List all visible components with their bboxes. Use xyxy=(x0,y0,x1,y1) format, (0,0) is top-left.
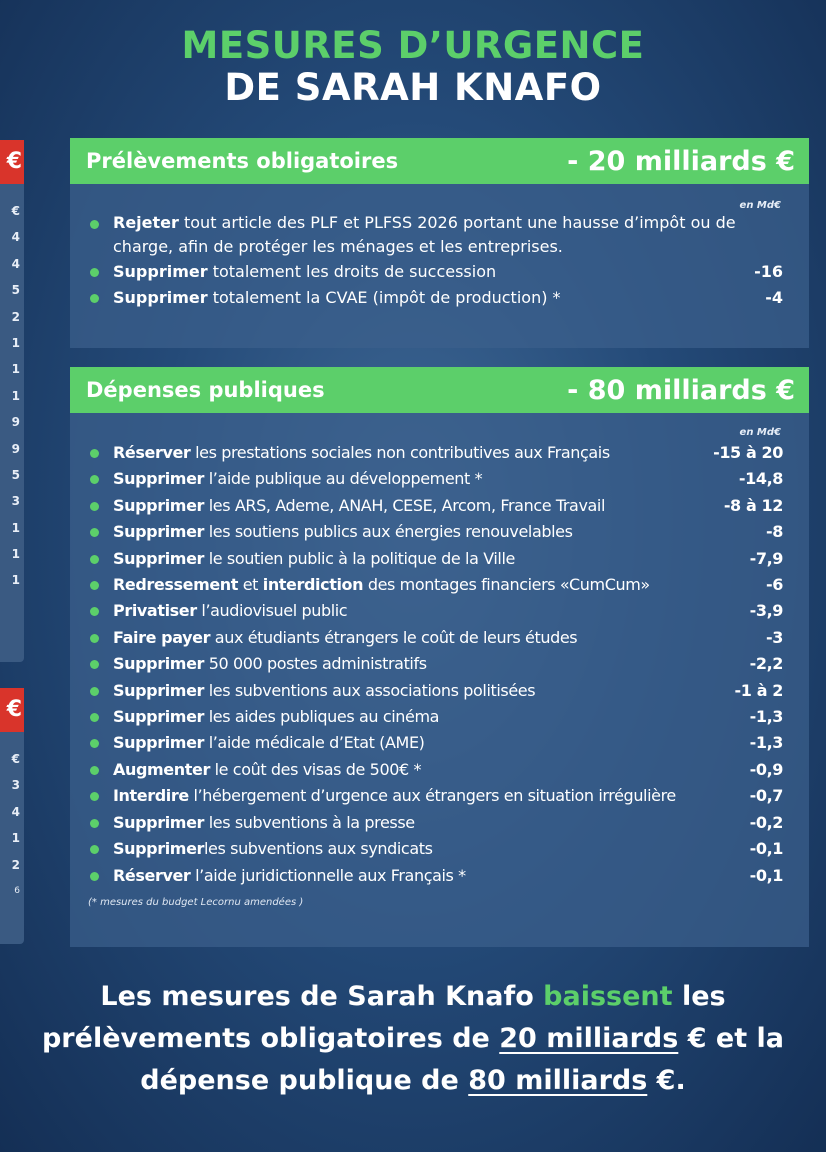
item-text xyxy=(113,651,742,677)
item-value: -0,2 xyxy=(749,812,783,832)
summary-part: les prélèvements obligatoires de xyxy=(41,981,726,1054)
bullet-icon xyxy=(90,220,99,229)
summary-amount-depenses: 80 milliards xyxy=(468,1065,648,1096)
depenses-panel xyxy=(70,367,809,947)
bullet-icon xyxy=(90,528,99,537)
bullet-icon xyxy=(90,449,99,458)
item-text xyxy=(113,678,727,704)
list-item xyxy=(90,651,783,677)
item-text xyxy=(113,519,758,545)
left-edge-digit: 1 xyxy=(11,388,20,403)
item-description: tout article des PLF et PLFSS 2026 portant une hausse d’impôt ou de charge, afin de protéger les ménages et les entreprises. xyxy=(113,213,736,256)
left-edge-digit: 1 xyxy=(11,335,20,350)
item-value: -0,1 xyxy=(749,865,783,885)
bullet-icon xyxy=(90,713,99,722)
left-edge-digit: 1 xyxy=(11,573,20,588)
item-keyword: Augmenter xyxy=(113,759,210,779)
left-edge-digit: 3 xyxy=(11,494,20,509)
prelevements-list xyxy=(70,211,809,312)
left-edge-digit: 5 xyxy=(11,283,20,298)
bullet-icon xyxy=(90,268,99,277)
item-description: des montages financiers «CumCum» xyxy=(363,575,650,595)
list-item xyxy=(90,625,783,651)
item-value: -14,8 xyxy=(738,469,783,489)
left-edge-digit: 4 xyxy=(11,256,20,271)
bullet-icon xyxy=(90,792,99,801)
bullet-icon xyxy=(90,581,99,590)
item-value: -1,3 xyxy=(749,707,783,727)
item-description: les subventions aux associations politisées xyxy=(204,680,536,700)
item-value: -1,3 xyxy=(749,733,783,753)
item-keyword: Supprimer xyxy=(113,654,205,674)
title-line-2: DE SARAH KNAFO xyxy=(224,66,602,109)
item-value: -0,7 xyxy=(749,786,783,806)
left-edge-digit: 9 xyxy=(11,415,20,430)
item-text xyxy=(113,836,742,862)
item-text xyxy=(113,285,757,311)
item-text xyxy=(113,440,705,466)
left-edge-digit: 1 xyxy=(11,520,20,535)
list-item xyxy=(90,466,783,492)
left-edge-digit: € xyxy=(11,204,20,218)
item-description: le soutien public à la politique de la Ville xyxy=(204,548,515,568)
item-value: -2,2 xyxy=(749,654,783,674)
item-text xyxy=(113,704,742,730)
left-edge-digit: 5 xyxy=(11,467,20,482)
left-edge-panel-2 xyxy=(0,688,24,944)
item-keyword: interdiction xyxy=(262,575,364,595)
item-keyword: Rejeter xyxy=(113,213,179,232)
item-keyword: Réserver xyxy=(113,865,191,885)
list-item xyxy=(90,863,783,889)
list-item xyxy=(90,285,783,311)
list-item xyxy=(90,730,783,756)
item-text xyxy=(113,783,742,809)
left-edge-digit: € xyxy=(11,752,20,766)
left-edge-digit: 1 xyxy=(11,831,20,846)
item-value: -8 xyxy=(766,522,783,542)
list-item xyxy=(90,211,783,259)
item-keyword: Supprimer xyxy=(113,548,205,568)
item-description: l’aide publique au développement * xyxy=(204,469,483,489)
bullet-icon xyxy=(90,766,99,775)
item-keyword: Supprimer xyxy=(113,812,205,832)
item-keyword: Supprimer xyxy=(113,733,205,753)
left-edge-digit: 9 xyxy=(11,441,20,456)
depenses-list xyxy=(70,440,809,889)
title-line-1: MESURES D’URGENCE xyxy=(181,24,645,67)
item-description: l’hébergement d’urgence aux étrangers en situation irrégulière xyxy=(188,786,676,806)
bullet-icon xyxy=(90,502,99,511)
bullet-icon xyxy=(90,739,99,748)
depenses-amount: - 80 milliards € xyxy=(567,374,795,406)
item-value: -3 xyxy=(766,627,783,647)
list-item xyxy=(90,519,783,545)
list-item xyxy=(90,572,783,598)
item-description: le coût des visas de 500€ * xyxy=(209,759,422,779)
item-text xyxy=(113,863,742,889)
bullet-icon xyxy=(90,660,99,669)
item-keyword: Supprimer xyxy=(113,469,205,489)
list-item xyxy=(90,493,783,519)
list-item xyxy=(90,783,783,809)
left-edge-digits-2 xyxy=(0,746,20,904)
item-value: -0,9 xyxy=(749,759,783,779)
item-value: -8 à 12 xyxy=(723,495,783,515)
page-title xyxy=(0,24,826,108)
item-description: l’aide juridictionnelle aux Français * xyxy=(190,865,466,885)
list-item xyxy=(90,678,783,704)
list-item xyxy=(90,810,783,836)
item-text xyxy=(113,757,742,783)
item-description: les ARS, Ademe, ANAH, CESE, Arcom, France Travail xyxy=(204,495,606,515)
item-value: -16 xyxy=(754,262,783,281)
item-keyword: Privatiser xyxy=(113,601,197,621)
item-description: l’audiovisuel public xyxy=(196,601,348,621)
left-edge-digit: 4 xyxy=(11,230,20,245)
item-text xyxy=(113,466,731,492)
item-description: et xyxy=(238,575,263,595)
bullet-icon xyxy=(90,634,99,643)
item-text xyxy=(113,810,742,836)
summary-part: Les mesures de Sarah Knafo xyxy=(100,981,544,1012)
item-description: l’aide médicale d’Etat (AME) xyxy=(204,733,425,753)
list-item xyxy=(90,259,783,285)
bullet-icon xyxy=(90,555,99,564)
bullet-icon xyxy=(90,845,99,854)
depenses-header-bar xyxy=(70,367,809,413)
footnote: (* mesures du budget Lecornu amendées ) xyxy=(88,896,304,908)
item-value: -0,1 xyxy=(749,839,783,859)
left-edge-digit: 6 xyxy=(14,885,20,896)
summary-part: €. xyxy=(647,1065,686,1096)
bullet-icon xyxy=(90,687,99,696)
item-keyword: Supprimer xyxy=(113,707,205,727)
item-keyword: Réserver xyxy=(113,443,191,462)
item-text xyxy=(113,546,742,572)
item-description: les prestations sociales non contributives aux Français xyxy=(190,443,610,462)
depenses-unit: en Md€ xyxy=(739,427,781,438)
item-description: totalement la CVAE (impôt de production) * xyxy=(207,288,561,308)
item-description: les subventions aux syndicats xyxy=(204,839,433,859)
left-edge-tag-1: € xyxy=(0,140,24,184)
list-item xyxy=(90,836,783,862)
item-text xyxy=(113,730,742,756)
item-text xyxy=(113,259,746,285)
item-value: -15 à 20 xyxy=(713,443,783,462)
item-text xyxy=(113,493,716,519)
item-text xyxy=(113,572,758,598)
item-value: -6 xyxy=(766,575,783,595)
item-keyword: Supprimer xyxy=(113,839,205,859)
item-keyword: Faire payer xyxy=(113,627,211,647)
item-value: -7,9 xyxy=(749,548,783,568)
left-edge-digit: 3 xyxy=(11,778,20,793)
item-description: aux étudiants étrangers le coût de leurs études xyxy=(210,627,578,647)
item-keyword: Supprimer xyxy=(113,522,205,542)
prelevements-panel xyxy=(70,138,809,348)
prelevements-amount: - 20 milliards € xyxy=(567,145,795,177)
summary-amount-prelevements: 20 milliards xyxy=(499,1023,679,1054)
item-text xyxy=(113,211,775,259)
list-item xyxy=(90,598,783,624)
prelevements-unit: en Md€ xyxy=(739,200,781,211)
list-item xyxy=(90,546,783,572)
left-edge-digit: 2 xyxy=(11,309,20,324)
item-text xyxy=(113,625,758,651)
summary-highlight: baissent xyxy=(543,981,673,1012)
summary-text xyxy=(0,976,826,1102)
left-edge-panel-1 xyxy=(0,140,24,662)
bullet-icon xyxy=(90,475,99,484)
item-text xyxy=(113,598,742,624)
left-edge-digits-1 xyxy=(0,198,20,594)
item-value: -3,9 xyxy=(749,601,783,621)
bullet-icon xyxy=(90,872,99,881)
bullet-icon xyxy=(90,607,99,616)
left-edge-digit: 1 xyxy=(11,547,20,562)
item-keyword: Redressement xyxy=(113,575,239,595)
left-edge-tag-2: € xyxy=(0,688,24,732)
item-description: totalement les droits de succession xyxy=(207,262,497,281)
summary-part: € et la dépense publique de xyxy=(140,1023,784,1096)
item-keyword: Supprimer xyxy=(113,680,205,700)
depenses-title: Dépenses publiques xyxy=(86,378,325,402)
item-keyword: Supprimer xyxy=(113,495,205,515)
left-edge-digit: 1 xyxy=(11,362,20,377)
prelevements-header-bar xyxy=(70,138,809,184)
item-keyword: Supprimer xyxy=(113,262,208,281)
item-description: les aides publiques au cinéma xyxy=(204,707,440,727)
item-description: les soutiens publics aux énergies renouvelables xyxy=(204,522,573,542)
bullet-icon xyxy=(90,294,99,303)
item-value: -4 xyxy=(765,288,783,308)
item-keyword: Supprimer xyxy=(113,288,208,308)
list-item xyxy=(90,440,783,466)
left-edge-digit: 2 xyxy=(11,857,20,872)
list-item xyxy=(90,704,783,730)
item-description: les subventions à la presse xyxy=(204,812,415,832)
list-item xyxy=(90,757,783,783)
prelevements-title: Prélèvements obligatoires xyxy=(86,149,399,173)
item-description: 50 000 postes administratifs xyxy=(204,654,427,674)
item-keyword: Interdire xyxy=(113,786,189,806)
item-value: -1 à 2 xyxy=(734,680,783,700)
left-edge-digit: 4 xyxy=(11,804,20,819)
bullet-icon xyxy=(90,819,99,828)
